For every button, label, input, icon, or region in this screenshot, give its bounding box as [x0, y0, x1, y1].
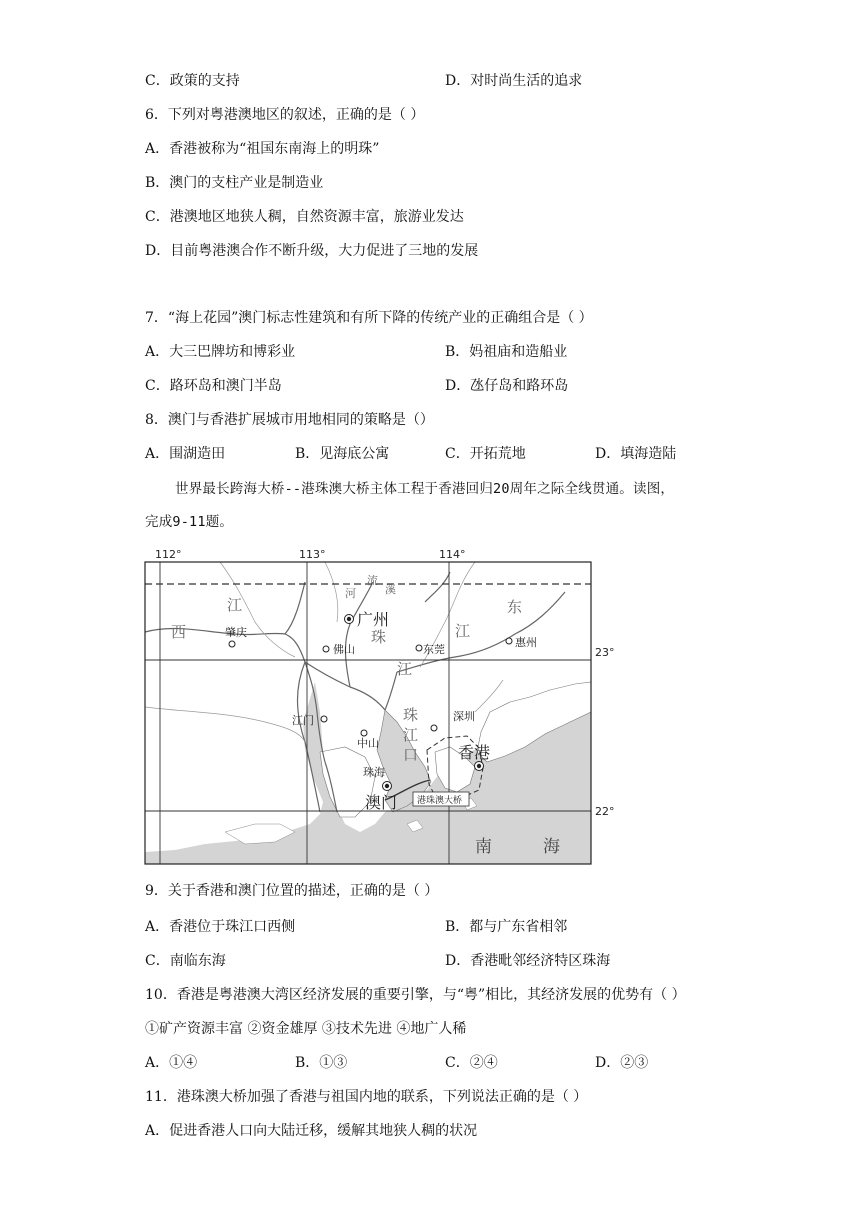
zhuhai-macau-marker-dot — [385, 784, 388, 787]
hongkong-marker-dot — [477, 764, 480, 767]
zhaoqing-label: 肇庆 — [225, 626, 247, 639]
estuary-label-1: 珠 — [403, 706, 419, 724]
q11-stem: 11．港珠澳大桥加强了香港与祖国内地的联系，下列说法正确的是（ ） — [145, 1089, 588, 1105]
zhujiang-label-2: 江 — [397, 660, 413, 678]
q9-option-c: C．南临东海 — [145, 953, 226, 969]
hongkong-label: 香港 — [458, 743, 491, 762]
dongjiang-delta — [385, 672, 397, 710]
q6-stem: 6．下列对粤港澳地区的叙述，正确的是（ ） — [145, 107, 425, 123]
q8-option-c: C．开拓荒地 — [445, 446, 526, 462]
estuary-label-2: 江 — [403, 726, 419, 744]
boundary-5 — [475, 680, 503, 712]
liuxi-label-1: 流 — [367, 574, 378, 587]
q7-stem: 7．“海上花园”澳门标志性建筑和有所下降的传统产业的正确组合是（ ） — [145, 310, 593, 326]
q5-option-d: D．对时尚生活的追求 — [445, 73, 583, 89]
q6-option-c: C．港澳地区地狭人稠，自然资源丰富，旅游业发达 — [145, 209, 464, 225]
estuary-label-3: 口 — [403, 746, 419, 764]
q8-option-d: D．填海造陆 — [595, 446, 677, 462]
dongjiang-label-1: 东 — [507, 598, 523, 616]
xijiang-branch — [285, 582, 305, 634]
zhongshan-marker — [361, 730, 367, 736]
q8-option-a: A．围湖造田 — [145, 446, 226, 462]
jiangmen-marker — [321, 716, 327, 722]
liuxi-river — [425, 572, 450, 602]
dongguan-marker — [416, 645, 422, 651]
sea-label-1: 南 — [475, 837, 492, 857]
q7-option-d: D．氹仔岛和路环岛 — [445, 378, 569, 394]
q6-option-a: A．香港被称为“祖国东南海上的明珠” — [145, 141, 380, 157]
zhuhai-label: 珠海 — [363, 766, 385, 779]
jiangmen-label: 江门 — [292, 714, 314, 727]
q10-stem: 10．香港是粤港澳大湾区经济发展的重要引擎，与“粤”相比，其经济发展的优势有（ ） — [145, 987, 686, 1003]
q7-option-b: B．妈祖庙和造船业 — [445, 344, 568, 360]
lon-label-114: 114° — [439, 548, 466, 561]
q8-stem: 8．澳门与香港扩展城市用地相同的策略是（） — [145, 412, 434, 428]
liuxi-label-2: 河 — [345, 587, 356, 600]
boundary-4 — [145, 707, 305, 742]
q9-stem: 9．关于香港和澳门位置的描述，正确的是（ ） — [145, 883, 439, 899]
intro-line-1: 世界最长跨海大桥--港珠澳大桥主体工程于香港回归20周年之际全线贯通。读图， — [175, 481, 675, 497]
q6-option-b: B．澳门的支柱产业是制造业 — [145, 175, 324, 191]
pearl-river-delta-map — [143, 546, 615, 868]
q9-option-a: A．香港位于珠江口西侧 — [145, 919, 296, 935]
boundary-2 — [325, 562, 338, 622]
zhujiang-label-1: 珠 — [371, 628, 387, 646]
zhaoqing-marker — [229, 641, 235, 647]
q10-option-c: C．②④ — [445, 1055, 498, 1071]
q7-option-c: C．路环岛和澳门半岛 — [145, 378, 282, 394]
q5-option-c: C．政策的支持 — [145, 73, 240, 89]
dongjiang-label-2: 江 — [455, 622, 471, 640]
liuxi-label-3: 溪 — [385, 583, 396, 596]
q8-option-b: B．见海底公寓 — [295, 446, 390, 462]
dongguan-label: 东莞 — [423, 643, 445, 656]
lat-label-22: 22° — [595, 805, 615, 818]
q7-option-a: A．大三巴牌坊和博彩业 — [145, 344, 296, 360]
q10-option-a: A．①④ — [145, 1055, 198, 1071]
lon-label-112: 112° — [155, 548, 182, 561]
zhongshan-label: 中山 — [357, 737, 379, 750]
xijiang-label-2: 江 — [227, 596, 243, 614]
huizhou-label: 惠州 — [515, 636, 537, 649]
q10-items: ①矿产资源丰富 ②资金雄厚 ③技术先进 ④地广人稀 — [145, 1021, 467, 1037]
bridge-label: 港珠澳大桥 — [417, 796, 463, 806]
guangzhou-marker-dot — [347, 617, 350, 620]
q9-option-d: D．香港毗邻经济特区珠海 — [445, 953, 611, 969]
q6-option-d: D．目前粤港澳合作不断升级，大力促进了三地的发展 — [145, 243, 479, 259]
q10-option-d: D．②③ — [595, 1055, 649, 1071]
foshan-marker — [323, 646, 329, 652]
guangzhou-label: 广州 — [357, 610, 390, 629]
huizhou-marker — [506, 638, 512, 644]
lon-label-113: 113° — [299, 548, 326, 561]
macau-label: 澳门 — [365, 793, 398, 812]
xijiang-label-1: 西 — [171, 623, 187, 641]
sea-label-2: 海 — [543, 837, 560, 857]
shenzhen-label: 深圳 — [453, 710, 475, 723]
q11-option-a: A．促进香港人口向大陆迁移，缓解其地狭人稠的状况 — [145, 1123, 478, 1139]
intro-line-2: 完成9-11题。 — [145, 514, 234, 530]
lat-label-23: 23° — [595, 646, 615, 659]
shenzhen-marker — [431, 725, 437, 731]
foshan-label: 佛山 — [333, 643, 355, 656]
q10-option-b: B．①③ — [295, 1055, 348, 1071]
q9-option-b: B．都与广东省相邻 — [445, 919, 568, 935]
